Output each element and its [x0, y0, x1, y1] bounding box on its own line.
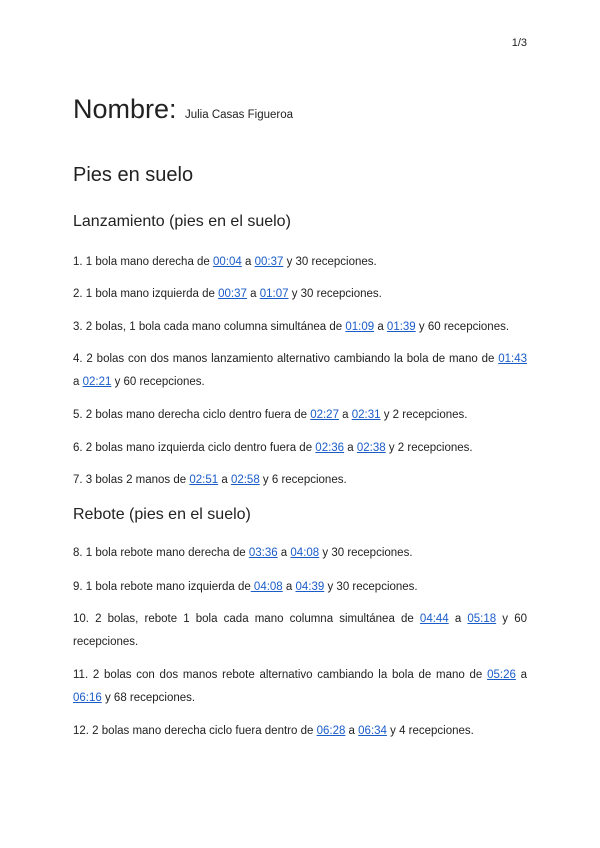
timestamp-link[interactable]: 04:39: [295, 581, 325, 593]
name-label: Nombre:: [73, 94, 177, 124]
name-value: Julia Casas Figueroa: [184, 109, 294, 121]
list-item: 7. 3 bolas 2 manos de 02:51 a 02:58 y 6 recepciones.: [73, 474, 347, 486]
launch-heading: Lanzamiento (pies en el suelo): [73, 213, 291, 230]
page-number: 1/3: [511, 37, 527, 49]
timestamp-link[interactable]: 00:04: [213, 256, 242, 268]
timestamp-link[interactable]: 06:34: [358, 725, 387, 737]
timestamp-link[interactable]: 04:44: [419, 613, 449, 625]
timestamp-link[interactable]: 05:26: [487, 669, 516, 681]
timestamp-link[interactable]: 02:27: [310, 409, 339, 421]
timestamp-link[interactable]: 03:36: [248, 547, 278, 559]
list-item: 8. 1 bola rebote mano derecha de 03:36 a 04:08 y 30 recepciones.: [73, 547, 413, 559]
timestamp-link[interactable]: 02:51: [189, 474, 219, 486]
list-item: 12. 2 bolas mano derecha ciclo fuera dentro de 06:28 a 06:34 y 4 recepciones.: [73, 725, 474, 737]
list-item: 11. 2 bolas con dos manos rebote alternativo cambiando la bola de mano de 05:26 a 06:16 y 68 recepciones.: [73, 669, 528, 704]
timestamp-link[interactable]: 01:09: [345, 321, 375, 333]
timestamp-link[interactable]: 06:28: [316, 725, 346, 737]
list-item: 5. 2 bolas mano derecha ciclo dentro fuera de 02:27 a 02:31 y 2 recepciones.: [73, 409, 468, 421]
timestamp-link[interactable]: 02:38: [356, 442, 386, 454]
timestamp-link[interactable]: 00:37: [218, 288, 247, 300]
timestamp-link[interactable]: 01:39: [386, 321, 416, 333]
timestamp-link[interactable]: 01:07: [259, 288, 289, 300]
timestamp-link[interactable]: 02:58: [230, 474, 260, 486]
timestamp-link[interactable]: 00:37: [254, 256, 284, 268]
timestamp-link[interactable]: 02:21: [82, 376, 112, 388]
section-title: Pies en suelo: [73, 164, 194, 186]
timestamp-link[interactable]: 06:16: [73, 692, 102, 704]
list-item: 10. 2 bolas, rebote 1 bola cada mano columna simultánea de 04:44 a 05:18 y 60 recepciones.: [73, 613, 527, 648]
timestamp-link[interactable]: 04:08: [250, 581, 283, 593]
timestamp-link[interactable]: 04:08: [290, 547, 320, 559]
list-item: 1. 1 bola mano derecha de 00:04 a 00:37 y 30 recepciones.: [73, 256, 377, 268]
timestamp-link[interactable]: 02:36: [315, 442, 345, 454]
list-item: 9. 1 bola rebote mano izquierda de 04:08 a 04:39 y 30 recepciones.: [73, 581, 418, 593]
timestamp-link[interactable]: 01:43: [498, 353, 527, 365]
list-item: 4. 2 bolas con dos manos lanzamiento alternativo cambiando la bola de mano de 01:43 a 02:21 y 60 recepciones.: [73, 353, 527, 388]
list-item: 3. 2 bolas, 1 bola cada mano columna simultánea de 01:09 a 01:39 y 60 recepciones.: [73, 321, 510, 333]
list-item: 2. 1 bola mano izquierda de 00:37 a 01:07 y 30 recepciones.: [73, 288, 382, 300]
timestamp-link[interactable]: 02:31: [351, 409, 381, 421]
timestamp-link[interactable]: 05:18: [467, 613, 497, 625]
list-item: 6. 2 bolas mano izquierda ciclo dentro fuera de 02:36 a 02:38 y 2 recepciones.: [73, 442, 473, 454]
name-line: [73, 94, 293, 125]
rebound-heading: Rebote (pies en el suelo): [73, 506, 251, 523]
